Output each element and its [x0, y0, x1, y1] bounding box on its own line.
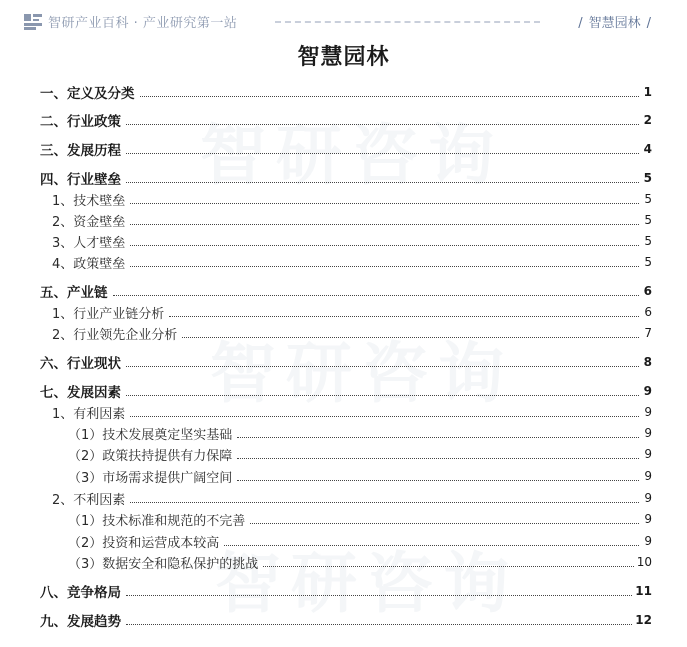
toc-entry-label: （1）技术发展奠定坚实基础: [68, 427, 233, 443]
toc-entry[interactable]: [40, 402, 652, 422]
toc-leader-dots: [237, 480, 639, 481]
toc-entry[interactable]: [40, 552, 652, 572]
toc-entry[interactable]: [40, 581, 652, 601]
toc-entry[interactable]: [40, 252, 652, 272]
toc-entry-label: 八、竞争格局: [40, 585, 121, 601]
toc-entry[interactable]: [40, 352, 652, 372]
toc-leader-dots: [126, 366, 639, 367]
toc-leader-dots: [237, 458, 639, 459]
toc-entry-page-number: 6: [643, 284, 652, 298]
toc-entry-label: 3、人才壁垒: [52, 235, 126, 251]
toc-entry[interactable]: [40, 168, 652, 188]
toc-entry[interactable]: [40, 210, 652, 230]
toc-entry[interactable]: [40, 381, 652, 401]
document-tag-label: 智慧园林: [588, 16, 641, 31]
toc-entry[interactable]: [40, 110, 652, 130]
toc-entry-page-number: 5: [644, 234, 652, 248]
toc-entry-label: （1）技术标准和规范的不完善: [68, 513, 246, 529]
toc-entry-label: 五、产业链: [40, 285, 108, 301]
toc-leader-dots: [263, 566, 633, 567]
page-header: [0, 0, 687, 36]
watermark-text: 智研咨询: [215, 545, 519, 622]
toc-entry-label: 2、资金壁垒: [52, 214, 126, 230]
toc-entry-page-number: 11: [635, 584, 652, 598]
toc-entry-page-number: 9: [644, 405, 652, 419]
toc-entry-page-number: 9: [644, 512, 652, 526]
header-divider: [275, 21, 540, 23]
watermark-text: 智研咨询: [210, 335, 514, 412]
toc-entry[interactable]: [40, 139, 652, 159]
watermark-text: 智研咨询: [200, 117, 504, 194]
toc-leader-dots: [130, 416, 639, 417]
toc-leader-dots: [237, 437, 639, 438]
toc-entry[interactable]: [40, 281, 652, 301]
toc-leader-dots: [130, 224, 639, 225]
toc-entry-label: 1、技术壁垒: [52, 193, 126, 209]
toc-entry-label: （3）市场需求提供广阔空间: [68, 470, 233, 486]
toc-entry[interactable]: [40, 610, 652, 630]
toc-entry[interactable]: [40, 466, 652, 486]
brand-logo-icon: [24, 14, 42, 30]
slash-divider: /: [578, 16, 583, 31]
toc-leader-dots: [126, 595, 632, 596]
toc-leader-dots: [250, 523, 639, 524]
toc-leader-dots: [130, 203, 639, 204]
toc-entry-page-number: 9: [644, 491, 652, 505]
toc-leader-dots: [140, 96, 640, 97]
page-title: 智慧园林: [297, 45, 390, 70]
toc-entry-page-number: 4: [643, 142, 652, 156]
toc-leader-dots: [130, 245, 639, 246]
toc-leader-dots: [126, 124, 639, 125]
brand-text: 智研产业百科 · 产业研究第一站: [48, 16, 238, 31]
toc-entry[interactable]: [40, 231, 652, 251]
toc-entry-label: 二、行业政策: [40, 114, 121, 130]
toc-entry-label: 七、发展因素: [40, 385, 121, 401]
toc-leader-dots: [182, 337, 639, 338]
toc-entry-label: （2）政策扶持提供有力保障: [68, 448, 233, 464]
toc-entry-label: 六、行业现状: [40, 356, 121, 372]
toc-leader-dots: [130, 502, 639, 503]
toc-entry-label: 1、行业产业链分析: [52, 306, 165, 322]
toc-entry[interactable]: [40, 488, 652, 508]
toc-entry-label: 4、政策壁垒: [52, 256, 126, 272]
toc-entry-page-number: 8: [643, 355, 652, 369]
toc-entry-page-number: 10: [636, 555, 652, 569]
toc-leader-dots: [113, 295, 640, 296]
toc-entry[interactable]: [40, 82, 652, 102]
toc-entry-label: 三、发展历程: [40, 143, 121, 159]
brand: [24, 12, 237, 31]
toc-leader-dots: [224, 545, 639, 546]
toc-entry-page-number: 5: [644, 213, 652, 227]
slash-divider: /: [646, 16, 651, 31]
toc-entry[interactable]: [40, 423, 652, 443]
toc-entry-page-number: 1: [643, 85, 652, 99]
toc-entry[interactable]: [40, 189, 652, 209]
toc-entry[interactable]: [40, 531, 652, 551]
toc-entry-label: （2）投资和运营成本较高: [68, 535, 220, 551]
toc-entry-label: 一、定义及分类: [40, 86, 135, 102]
toc-leader-dots: [126, 395, 639, 396]
toc-entry[interactable]: [40, 302, 652, 322]
toc-entry-page-number: 9: [644, 447, 652, 461]
toc-entry-page-number: 9: [644, 534, 652, 548]
document-tag: [572, 12, 657, 31]
toc-entry[interactable]: [40, 444, 652, 464]
toc-leader-dots: [126, 182, 639, 183]
toc-entry-page-number: 5: [644, 192, 652, 206]
toc-entry-label: 四、行业壁垒: [40, 172, 121, 188]
toc-entry-label: （3）数据安全和隐私保护的挑战: [68, 556, 259, 572]
toc-entry-page-number: 2: [643, 113, 652, 127]
toc-leader-dots: [169, 316, 639, 317]
toc-entry-label: 1、有利因素: [52, 406, 126, 422]
toc-entry-page-number: 6: [644, 305, 652, 319]
toc-entry[interactable]: [40, 323, 652, 343]
toc-entry-label: 2、不利因素: [52, 492, 126, 508]
toc-leader-dots: [126, 153, 639, 154]
toc-entry-page-number: 5: [644, 255, 652, 269]
toc-entry-page-number: 9: [644, 426, 652, 440]
toc-entry-label: 九、发展趋势: [40, 614, 121, 630]
toc-leader-dots: [130, 266, 639, 267]
toc-entry-page-number: 9: [644, 469, 652, 483]
toc-entry-label: 2、行业领先企业分析: [52, 327, 178, 343]
toc-entry-page-number: 5: [643, 171, 652, 185]
toc-leader-dots: [126, 624, 632, 625]
toc-entry-page-number: 12: [635, 613, 652, 627]
toc-entry-page-number: 9: [643, 384, 652, 398]
toc-entry[interactable]: [40, 509, 652, 529]
toc-entry-page-number: 7: [644, 326, 652, 340]
